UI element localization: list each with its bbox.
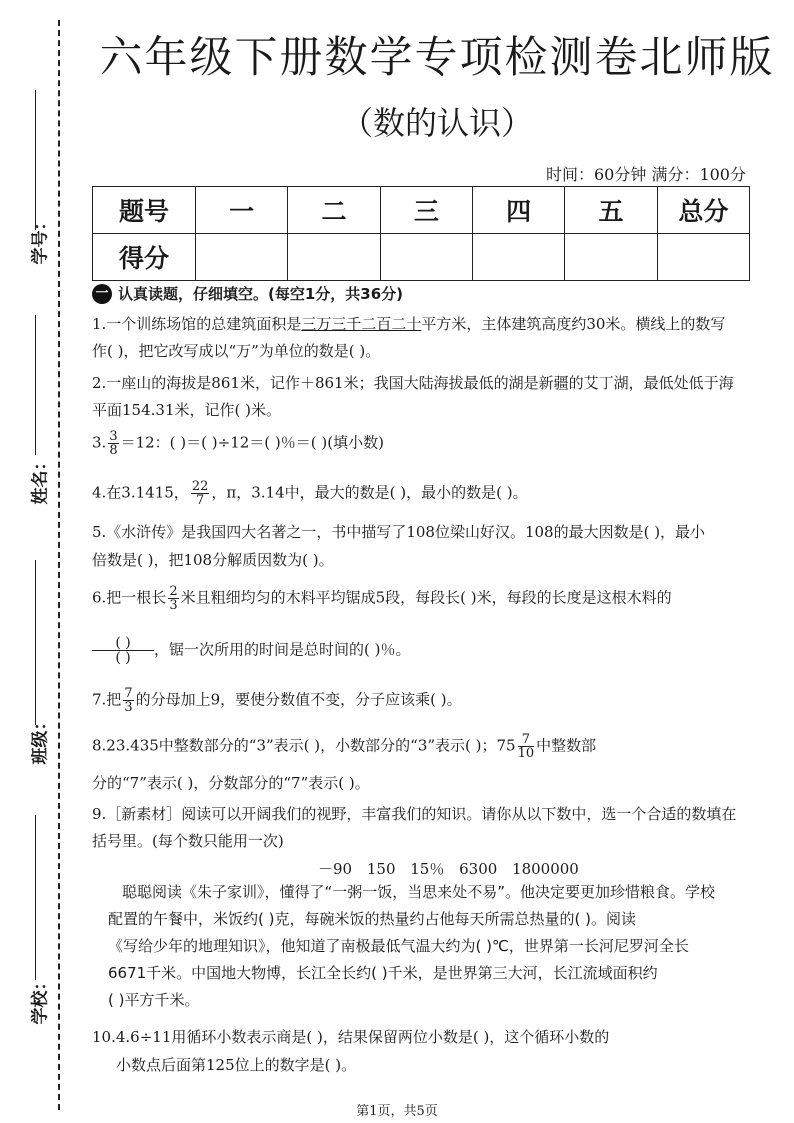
q7-text-a: 7.把 [92, 690, 122, 709]
section-number-badge: 一 [92, 284, 112, 304]
question-5: 5.《水浒传》是我国四大名著之一，书中描写了108位梁山好汉。108的最大因数是( )，最小 [92, 523, 706, 541]
q6-text-a: 6.把一根长 [92, 588, 167, 607]
score-cell-4[interactable] [472, 234, 564, 281]
q4-fraction [191, 480, 210, 507]
score-header-5: 五 [565, 187, 657, 234]
score-table-score-row [93, 234, 750, 281]
score-header-total: 总分 [657, 187, 749, 234]
binding-margin [0, 0, 80, 1123]
class-label: 班级： [30, 713, 51, 765]
name-field[interactable] [22, 315, 52, 525]
q3-text: ＝12：( )＝( )÷12＝( )％＝( )(填小数) [120, 433, 384, 452]
q7-text-b: 的分母加上9，要使分数值不变，分子应该乘( )。 [135, 690, 462, 709]
cut-line [58, 20, 60, 1110]
q4-text-b: ，π，3.14中，最大的数是( )，最小的数是( )。 [211, 483, 528, 502]
student-id-line [35, 90, 36, 230]
blank-denominator: ( ) [115, 650, 131, 666]
fraction-denominator: 8 [109, 443, 118, 458]
question-9-line-2: 括号里。(每个数只能用一次) [92, 832, 284, 850]
paragraph-line: 《写给少年的地理知识》，他知道了南极最低气温大约为( )℃，世界第一长河尼罗河全长 [108, 937, 689, 955]
paragraph-line: 配置的午餐中，米饭约( )克，每碗米饭的热量约占他每天所需总热量的( )。阅读 [108, 910, 636, 928]
score-table [92, 186, 750, 281]
question-9: 9.［新素材］阅读可以开阔我们的视野，丰富我们的知识。请你从以下数中，选一个合适的数填在 [92, 805, 737, 823]
q4-text-a: 4.在3.1415， [92, 483, 189, 502]
fraction-denominator: 3 [124, 700, 133, 715]
blank-numerator: ( ) [92, 636, 154, 651]
page-subtitle: （数的认识） [340, 104, 533, 142]
q6-fraction [168, 585, 178, 612]
q7-fraction [123, 687, 133, 714]
paragraph-line: ( )平方千米。 [108, 991, 200, 1009]
fraction-numerator: 7 [124, 686, 133, 701]
paragraph-line: 6671千米。中国地大物博，长江全长约( )千米，是世界第三大河，长江流域面积约 [108, 964, 658, 982]
q8-fraction [518, 733, 535, 760]
score-cell-5[interactable] [565, 234, 657, 281]
question-1 [92, 314, 757, 334]
question-6 [92, 585, 757, 612]
question-2-line-2: 平面154.31米，记作( )米。 [92, 401, 281, 419]
question-8 [92, 733, 757, 760]
question-8-line-2: 分的“7”表示( )，分数部分的“7”表示( )。 [92, 774, 370, 792]
page-title: 六年级下册数学专项检测卷北师版 [99, 33, 775, 83]
fraction-denominator: 10 [517, 746, 535, 761]
q1-text-b: 平方米，主体建筑高度约30米。横线上的数写 [421, 315, 726, 333]
question-7 [92, 687, 757, 714]
score-cell-3[interactable] [380, 234, 472, 281]
q6-text-c: ，锯一次所用的时间是总时间的( )％。 [154, 640, 411, 659]
student-id-label: 学号： [30, 213, 51, 265]
time-info: 时间：60分钟 满分：100分 [546, 165, 746, 184]
student-id-field[interactable] [22, 80, 52, 280]
fraction-numerator: 22 [191, 479, 209, 494]
score-cell-2[interactable] [288, 234, 380, 281]
question-2: 2.一座山的海拔是861米，记作＋861米；我国大陆海拔最低的湖是新疆的艾丁湖，最低处低于海 [92, 374, 734, 392]
fraction-denominator: 7 [195, 493, 205, 508]
score-header-3: 三 [380, 187, 472, 234]
q3-fraction [108, 430, 118, 457]
paragraph-line: 聪聪阅读《朱子家训》，懂得了“一粥一饭，当思来处不易”。他决定要更加珍惜粮食。学校 [122, 883, 716, 901]
name-label: 姓名： [30, 453, 51, 505]
name-line [35, 315, 36, 455]
score-row-label: 得分 [93, 234, 196, 281]
question-10-line-2: 小数点后面第125位上的数字是( )。 [116, 1056, 357, 1074]
q9-number-choices: －90 150 15％ 6300 1800000 [318, 860, 579, 878]
fraction-numerator: 2 [169, 584, 178, 599]
class-field[interactable] [22, 560, 52, 790]
q6-blank-fraction[interactable] [92, 636, 154, 665]
fraction-numerator: 7 [518, 733, 535, 747]
score-header-2: 二 [288, 187, 380, 234]
question-5-line-2: 倍数是( )，把108分解质因数为( )。 [92, 551, 334, 569]
question-4 [92, 480, 757, 507]
q3-number: 3. [92, 433, 107, 452]
score-header-1: 一 [196, 187, 288, 234]
question-10: 10.4.6÷11用循环小数表示商是( )，结果保留两位小数是( )，这个循环小数的 [92, 1028, 610, 1046]
score-header-4: 四 [472, 187, 564, 234]
score-header-label: 题号 [93, 187, 196, 234]
q9-reading-paragraph [92, 879, 757, 1014]
page-footer: 第1页，共5页 [356, 1104, 438, 1119]
class-line [35, 560, 36, 725]
fraction-denominator: 3 [169, 598, 178, 613]
section-heading [92, 283, 403, 304]
q1-text-a: 1.一个训练场馆的总建筑面积是 [92, 315, 302, 333]
section-title: 认真读题，仔细填空。(每空1分，共36分) [118, 285, 404, 303]
q6-text-b: 米且粗细均匀的木料平均锯成5段，每段长( )米，每段的长度是这根木料的 [180, 588, 672, 607]
question-6-line-2 [92, 636, 757, 665]
question-3 [92, 430, 757, 457]
school-line [35, 815, 36, 980]
score-table-header-row [93, 187, 750, 234]
score-cell-1[interactable] [196, 234, 288, 281]
school-label: 学校： [30, 973, 51, 1025]
question-1-line-2: 作( )，把它改写成以“万”为单位的数是( )。 [92, 342, 381, 360]
q8-text-a: 8.23.435中整数部分的“3”表示( )，小数部分的“3”表示( )；75 [92, 736, 516, 755]
fraction-numerator: 3 [109, 429, 118, 444]
q1-underlined-number: 三万三千二百二十 [301, 315, 422, 333]
score-cell-total[interactable] [657, 234, 749, 281]
school-field[interactable] [22, 815, 52, 1035]
q8-text-b: 中整数部 [536, 736, 597, 755]
